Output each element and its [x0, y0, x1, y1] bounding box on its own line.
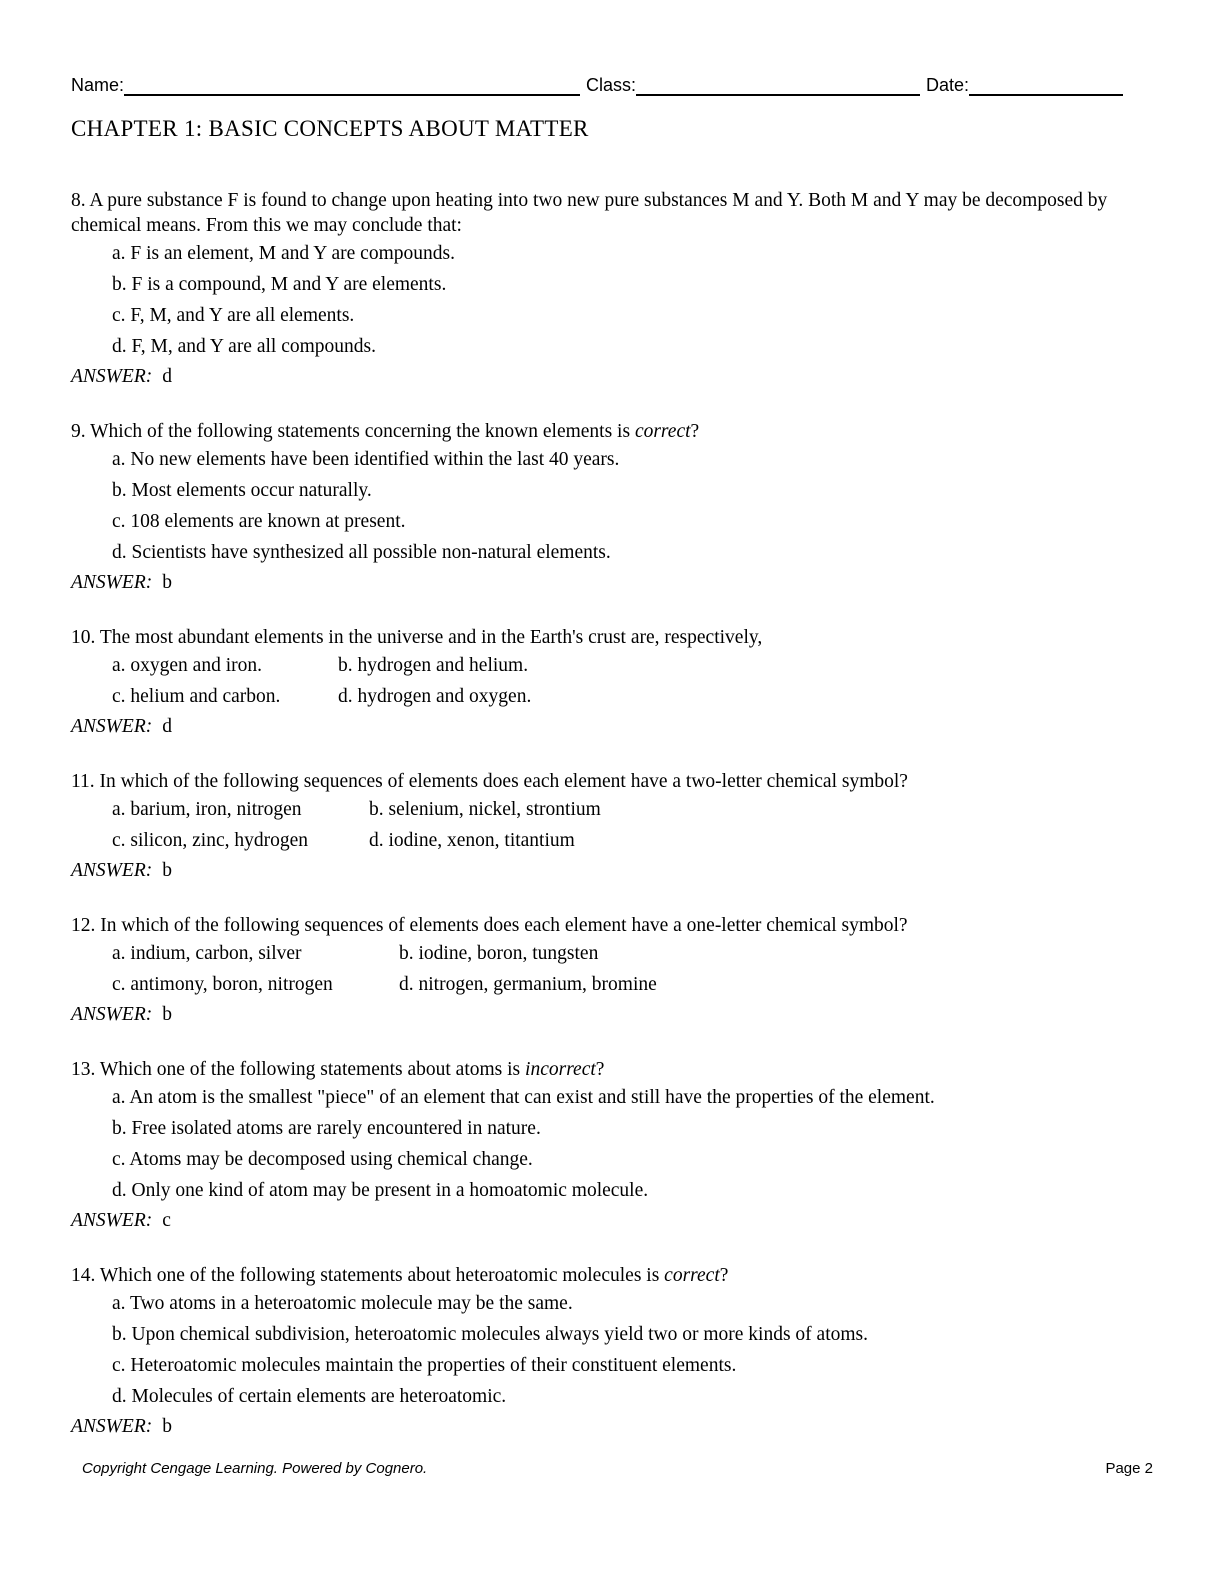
option-d: d. nitrogen, germanium, bromine [399, 974, 657, 995]
question-stem: 10. The most abundant elements in the universe and in the Earth's crust are, respectively, [71, 627, 763, 648]
option-b: b. Upon chemical subdivision, heteroatomic molecules always yield two or more kinds of atoms. [112, 1324, 869, 1345]
question-stem: 12. In which of the following sequences of elements does each element have a one-letter chemical symbol? [71, 915, 908, 936]
student-info-header [71, 70, 1142, 96]
stem-emphasis: correct [664, 1265, 720, 1286]
option-d: d. iodine, xenon, titantium [369, 830, 575, 851]
question-12 [71, 913, 1131, 1030]
option-b: b. Most elements occur naturally. [112, 480, 372, 501]
stem-end: ? [595, 1059, 605, 1080]
option-b: b. F is a compound, M and Y are elements. [112, 274, 447, 295]
class-field-line [636, 74, 920, 96]
answer-value: c [162, 1210, 171, 1231]
option-d: d. F, M, and Y are all compounds. [112, 336, 376, 357]
option-a: a. F is an element, M and Y are compounds. [112, 243, 455, 264]
option-a: a. oxygen and iron. [112, 655, 263, 676]
question-8 [71, 188, 1131, 392]
answer-label: ANSWER: [71, 716, 153, 737]
answer-value: b [162, 1004, 172, 1025]
answer-value: b [162, 1416, 172, 1437]
option-a: a. Two atoms in a heteroatomic molecule may be the same. [112, 1293, 573, 1314]
answer-value: b [162, 860, 172, 881]
answer-line [71, 1412, 1131, 1442]
question-13 [71, 1057, 1131, 1236]
stem-emphasis: correct [634, 421, 691, 442]
stem-end: ? [690, 421, 700, 442]
option-d: d. hydrogen and oxygen. [338, 686, 532, 707]
chapter-title: CHAPTER 1: BASIC CONCEPTS ABOUT MATTER [71, 116, 589, 141]
option-a: a. barium, iron, nitrogen [112, 799, 302, 820]
option-c: c. Atoms may be decomposed using chemical change. [112, 1149, 533, 1170]
option-row [112, 969, 1131, 1000]
answer-value: d [162, 366, 172, 387]
answer-label: ANSWER: [71, 1004, 153, 1025]
page-footer [82, 1460, 1153, 1480]
option-row [112, 938, 1131, 969]
option-d: d. Only one kind of atom may be present in a homoatomic molecule. [112, 1180, 649, 1201]
question-stem: 11. In which of the following sequences of elements does each element have a two-letter chemical symbol? [71, 771, 908, 792]
name-field-line [124, 74, 580, 96]
question-stem [71, 419, 1131, 444]
option-row [112, 825, 1131, 856]
page-number: Page 2 [1105, 1460, 1153, 1477]
answer-line [71, 568, 1131, 598]
answer-label: ANSWER: [71, 366, 153, 387]
answer-label: ANSWER: [71, 860, 153, 881]
answer-label: ANSWER: [71, 1416, 153, 1437]
option-c: c. silicon, zinc, hydrogen [112, 830, 309, 851]
stem-text: 13. Which one of the following statements about atoms is [71, 1059, 526, 1080]
copyright-notice: Copyright Cengage Learning. Powered by Cognero. [82, 1460, 428, 1477]
answer-value: d [162, 716, 172, 737]
option-a: a. An atom is the smallest "piece" of an element that can exist and still have the properties of the element. [112, 1087, 935, 1108]
answer-label: ANSWER: [71, 1210, 153, 1231]
question-14 [71, 1263, 1131, 1442]
answer-line [71, 1206, 1131, 1236]
option-c: c. Heteroatomic molecules maintain the properties of their constituent elements. [112, 1355, 737, 1376]
question-stem [71, 1057, 1131, 1082]
stem-text: 14. Which one of the following statements about heteroatomic molecules is [71, 1265, 665, 1286]
option-d: d. Molecules of certain elements are heteroatomic. [112, 1386, 507, 1407]
date-field-line [969, 74, 1123, 96]
answer-label: ANSWER: [71, 572, 153, 593]
date-label: Date: [926, 75, 970, 95]
answer-line [71, 362, 1131, 392]
question-stem: 8. A pure substance F is found to change upon heating into two new pure substances M and Y. Both M and Y may be decomposed by chemical means. From this we may conclude that: [71, 190, 1108, 236]
answer-line [71, 712, 1131, 742]
name-label: Name: [71, 75, 125, 95]
stem-end: ? [719, 1265, 729, 1286]
option-a: a. indium, carbon, silver [112, 943, 302, 964]
option-b: b. hydrogen and helium. [338, 655, 529, 676]
option-c: c. helium and carbon. [112, 686, 281, 707]
option-row [112, 650, 1131, 681]
option-a: a. No new elements have been identified within the last 40 years. [112, 449, 620, 470]
option-b: b. Free isolated atoms are rarely encountered in nature. [112, 1118, 541, 1139]
option-b: b. iodine, boron, tungsten [399, 943, 599, 964]
question-stem [71, 1263, 1131, 1288]
answer-line [71, 1000, 1131, 1030]
option-c: c. 108 elements are known at present. [112, 511, 406, 532]
option-c: c. antimony, boron, nitrogen [112, 974, 333, 995]
option-b: b. selenium, nickel, strontium [369, 799, 601, 820]
option-c: c. F, M, and Y are all elements. [112, 305, 355, 326]
answer-value: b [162, 572, 172, 593]
option-d: d. Scientists have synthesized all possible non-natural elements. [112, 542, 611, 563]
question-10 [71, 625, 1131, 742]
option-row [112, 681, 1131, 712]
option-row [112, 794, 1131, 825]
question-list [71, 188, 1131, 1469]
class-label: Class: [586, 75, 637, 95]
question-9 [71, 419, 1131, 598]
stem-emphasis: incorrect [525, 1059, 596, 1080]
question-11 [71, 769, 1131, 886]
answer-line [71, 856, 1131, 886]
stem-text: 9. Which of the following statements concerning the known elements is [71, 421, 635, 442]
